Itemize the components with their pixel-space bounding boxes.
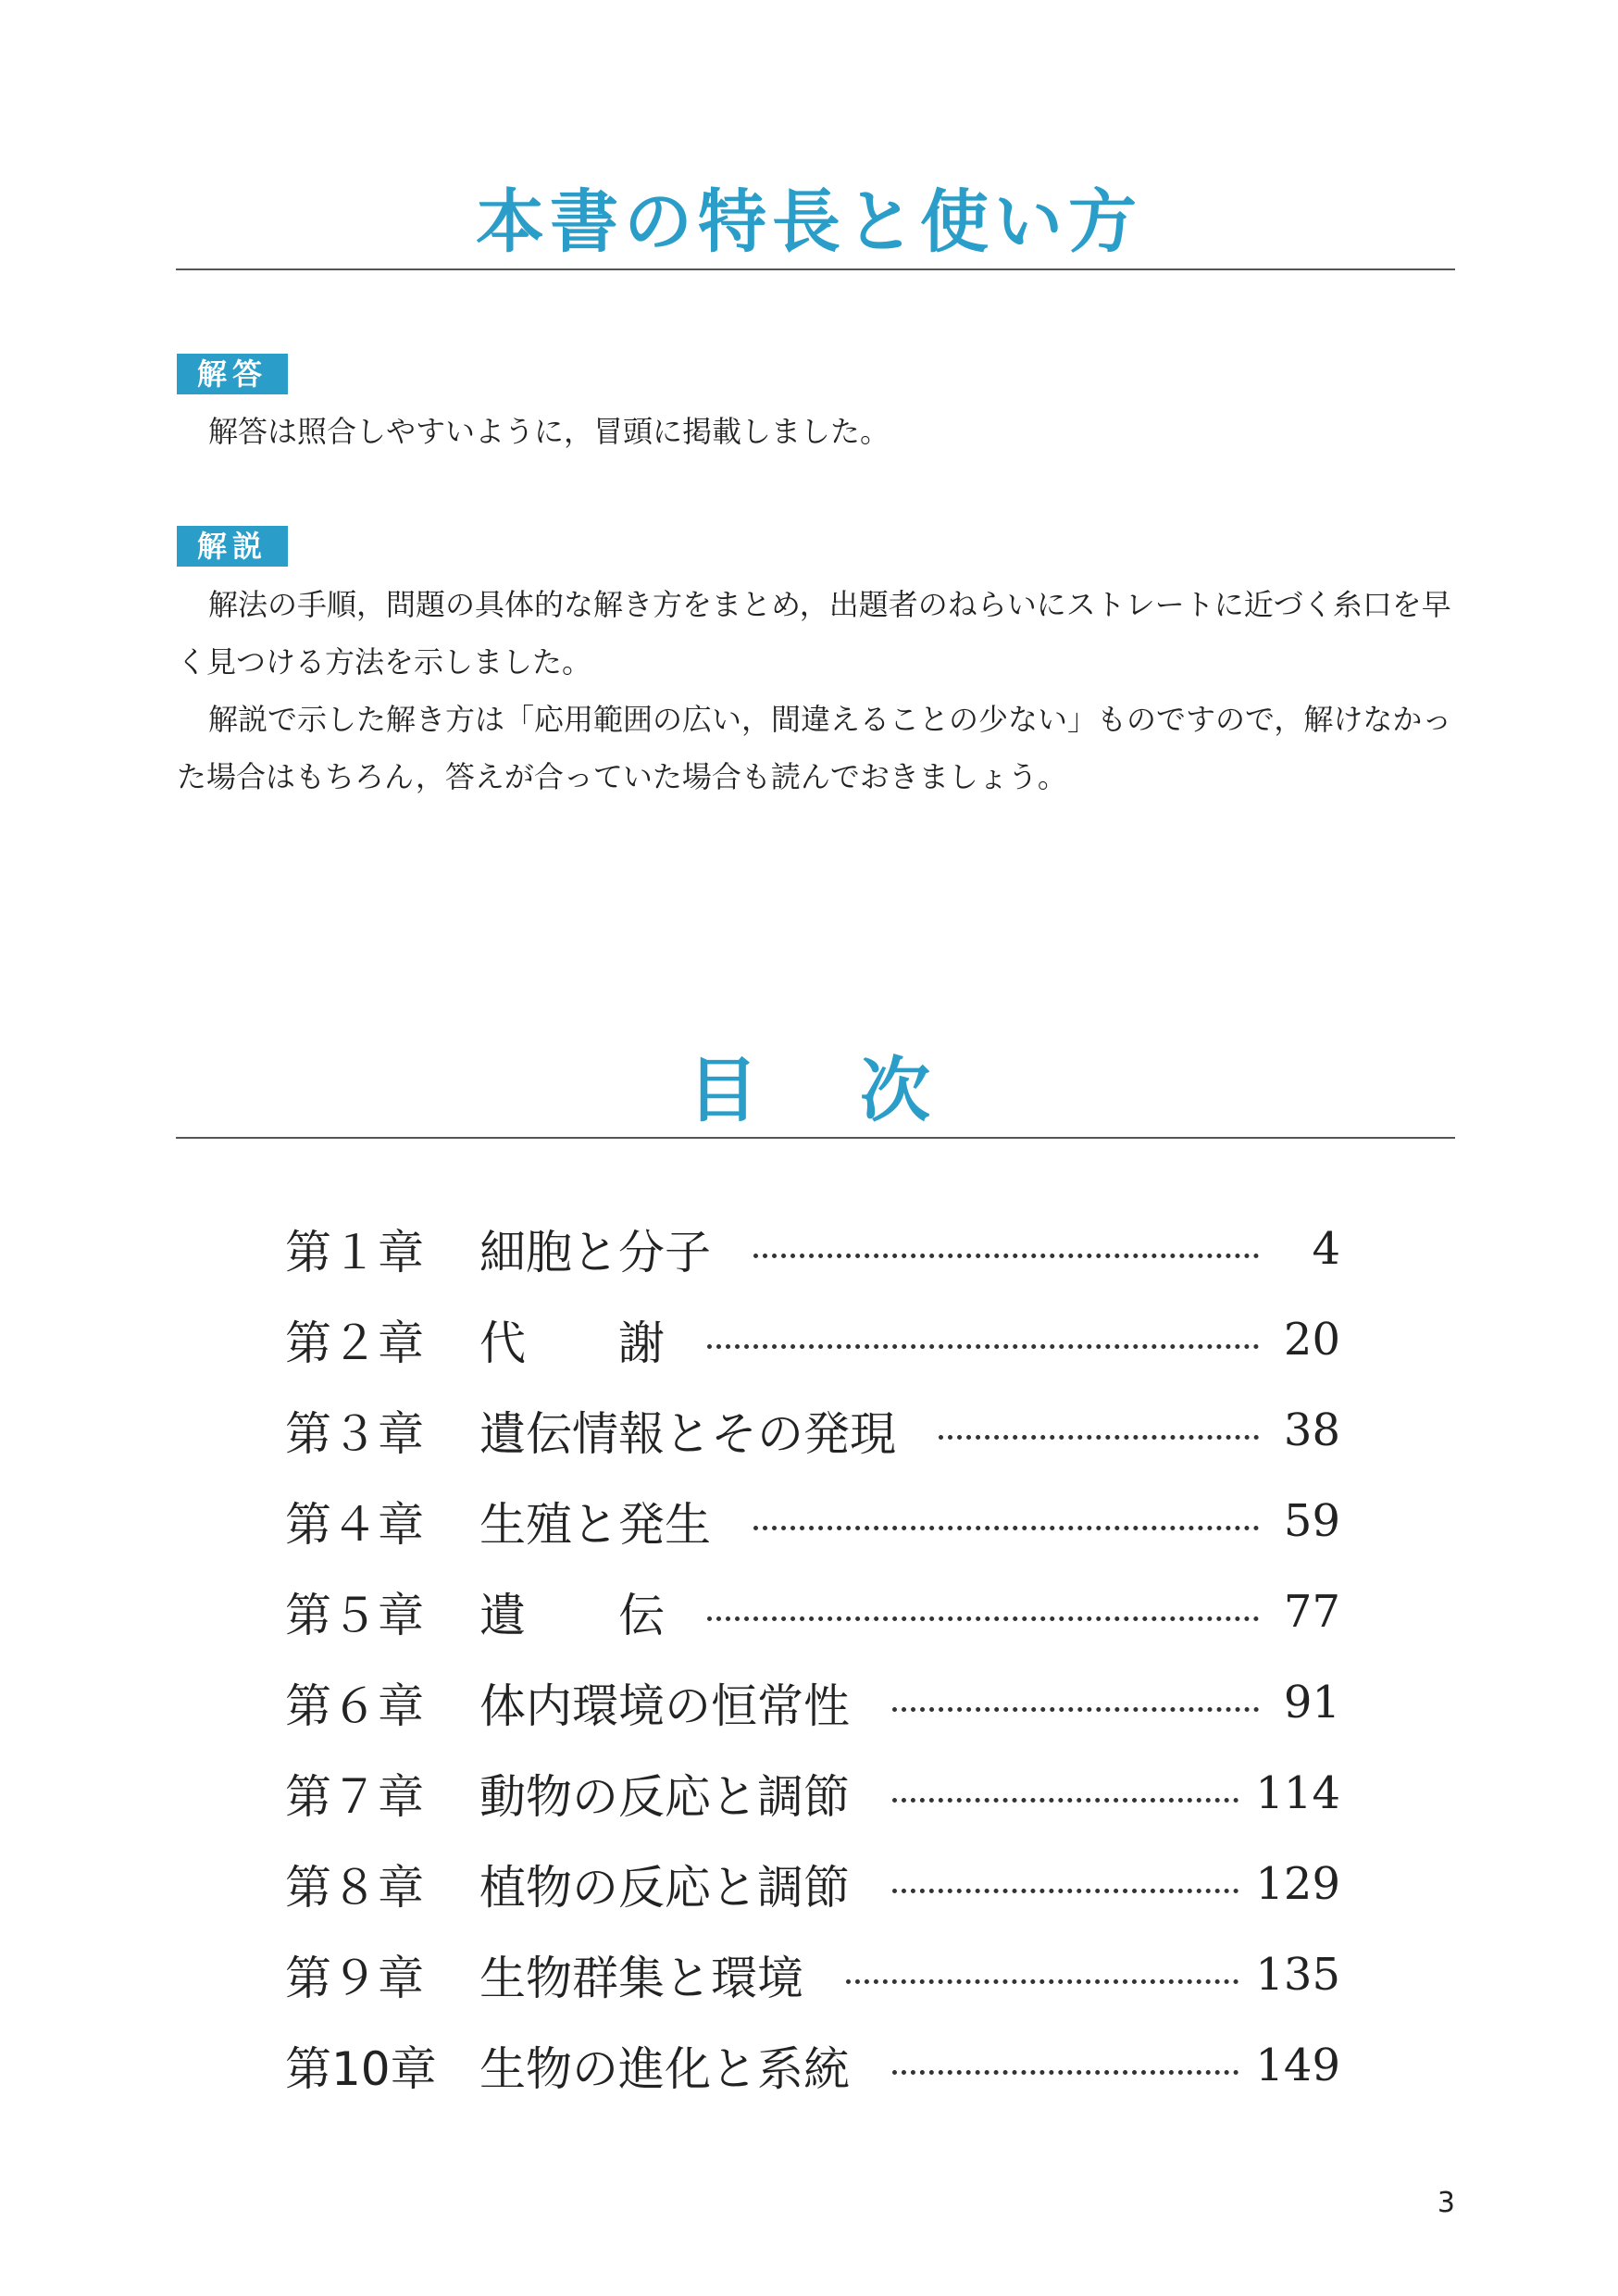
- toc-title-rule: [176, 1137, 1455, 1139]
- answer-label: 解答: [177, 354, 288, 394]
- explain-label: 解説: [177, 526, 288, 567]
- toc-chapter-title: 遺 伝: [479, 1589, 665, 1642]
- toc-page-number: 4: [1312, 1223, 1340, 1275]
- toc-chapter-title: 生殖と発生: [479, 1498, 711, 1552]
- toc-leader-dots: [753, 1526, 1259, 1530]
- toc-chapter-number: 第４章: [285, 1498, 424, 1552]
- toc-entry[interactable]: [285, 1217, 1340, 1281]
- toc-entry[interactable]: [285, 1852, 1340, 1916]
- toc-chapter-title: 細胞と分子: [479, 1226, 711, 1279]
- toc-chapter-title: 植物の反応と調節: [479, 1861, 850, 1915]
- toc-leader-dots: [707, 1344, 1259, 1349]
- toc-entry[interactable]: [285, 1670, 1340, 1735]
- toc-chapter-number: 第６章: [285, 1679, 424, 1733]
- toc-page-number: 114: [1255, 1767, 1340, 1819]
- toc-title: 目次: [688, 1049, 1032, 1131]
- toc-leader-dots: [846, 1979, 1238, 1984]
- toc-leader-dots: [707, 1616, 1259, 1621]
- toc-chapter-number: 第10章: [285, 2042, 437, 2096]
- toc-entry[interactable]: [285, 1398, 1340, 1463]
- toc-chapter-title: 遺伝情報とその発現: [479, 1407, 896, 1461]
- toc-chapter-title: 体内環境の恒常性: [479, 1679, 850, 1733]
- toc-chapter-title: 動物の反応と調節: [479, 1770, 850, 1824]
- toc-chapter-title: 代 謝: [479, 1316, 665, 1370]
- toc-page-number: 77: [1283, 1586, 1340, 1638]
- toc-entry[interactable]: [285, 1579, 1340, 1644]
- toc-chapter-title: 生物群集と環境: [479, 1952, 803, 2005]
- toc-chapter-number: 第７章: [285, 1770, 424, 1824]
- toc-entry[interactable]: [285, 1761, 1340, 1826]
- toc-page-number: 38: [1283, 1404, 1340, 1456]
- toc-leader-dots: [939, 1435, 1259, 1440]
- toc-chapter-number: 第２章: [285, 1316, 424, 1370]
- toc-leader-dots: [892, 1798, 1238, 1803]
- toc-page-number: 135: [1255, 1949, 1340, 2001]
- toc-entry[interactable]: [285, 2033, 1340, 2098]
- page-number: 3: [1437, 2187, 1455, 2219]
- toc-chapter-number: 第５章: [285, 1589, 424, 1642]
- toc-leader-dots: [892, 1889, 1238, 1893]
- toc-chapter-number: 第３章: [285, 1407, 424, 1461]
- explain-text-1: 解法の手順，問題の具体的な解き方をまとめ，出題者のねらいにストレートに近づく糸口を早く見つける方法を示しました。: [177, 587, 1451, 680]
- toc-chapter-number: 第９章: [285, 1952, 424, 2005]
- toc-page-number: 149: [1255, 2040, 1340, 2091]
- toc-page-number: 91: [1283, 1677, 1340, 1728]
- toc-page-number: 59: [1283, 1495, 1340, 1547]
- toc-chapter-number: 第８章: [285, 1861, 424, 1915]
- explain-text-2: 解説で示した解き方は「応用範囲の広い，間違えることの少ない」ものですので，解けなかった場合はもちろん，答えが合っていた場合も読んでおきましょう。: [177, 702, 1452, 794]
- toc-entry[interactable]: [285, 1307, 1340, 1372]
- toc-chapter-number: 第１章: [285, 1226, 424, 1279]
- answer-text: 解答は照合しやすいように，冒頭に掲載しました。: [208, 414, 890, 449]
- toc-entry[interactable]: [285, 1489, 1340, 1554]
- features-title-rule: [176, 268, 1455, 270]
- toc-page-number: 20: [1283, 1314, 1340, 1366]
- toc-leader-dots: [892, 2070, 1238, 2075]
- toc-chapter-title: 生物の進化と系統: [479, 2042, 850, 2096]
- features-title: 本書の特長と使い方: [476, 182, 1142, 262]
- toc-leader-dots: [892, 1707, 1259, 1712]
- toc-entry[interactable]: [285, 1942, 1340, 2007]
- toc-page-number: 129: [1255, 1858, 1340, 1910]
- toc-leader-dots: [753, 1254, 1259, 1258]
